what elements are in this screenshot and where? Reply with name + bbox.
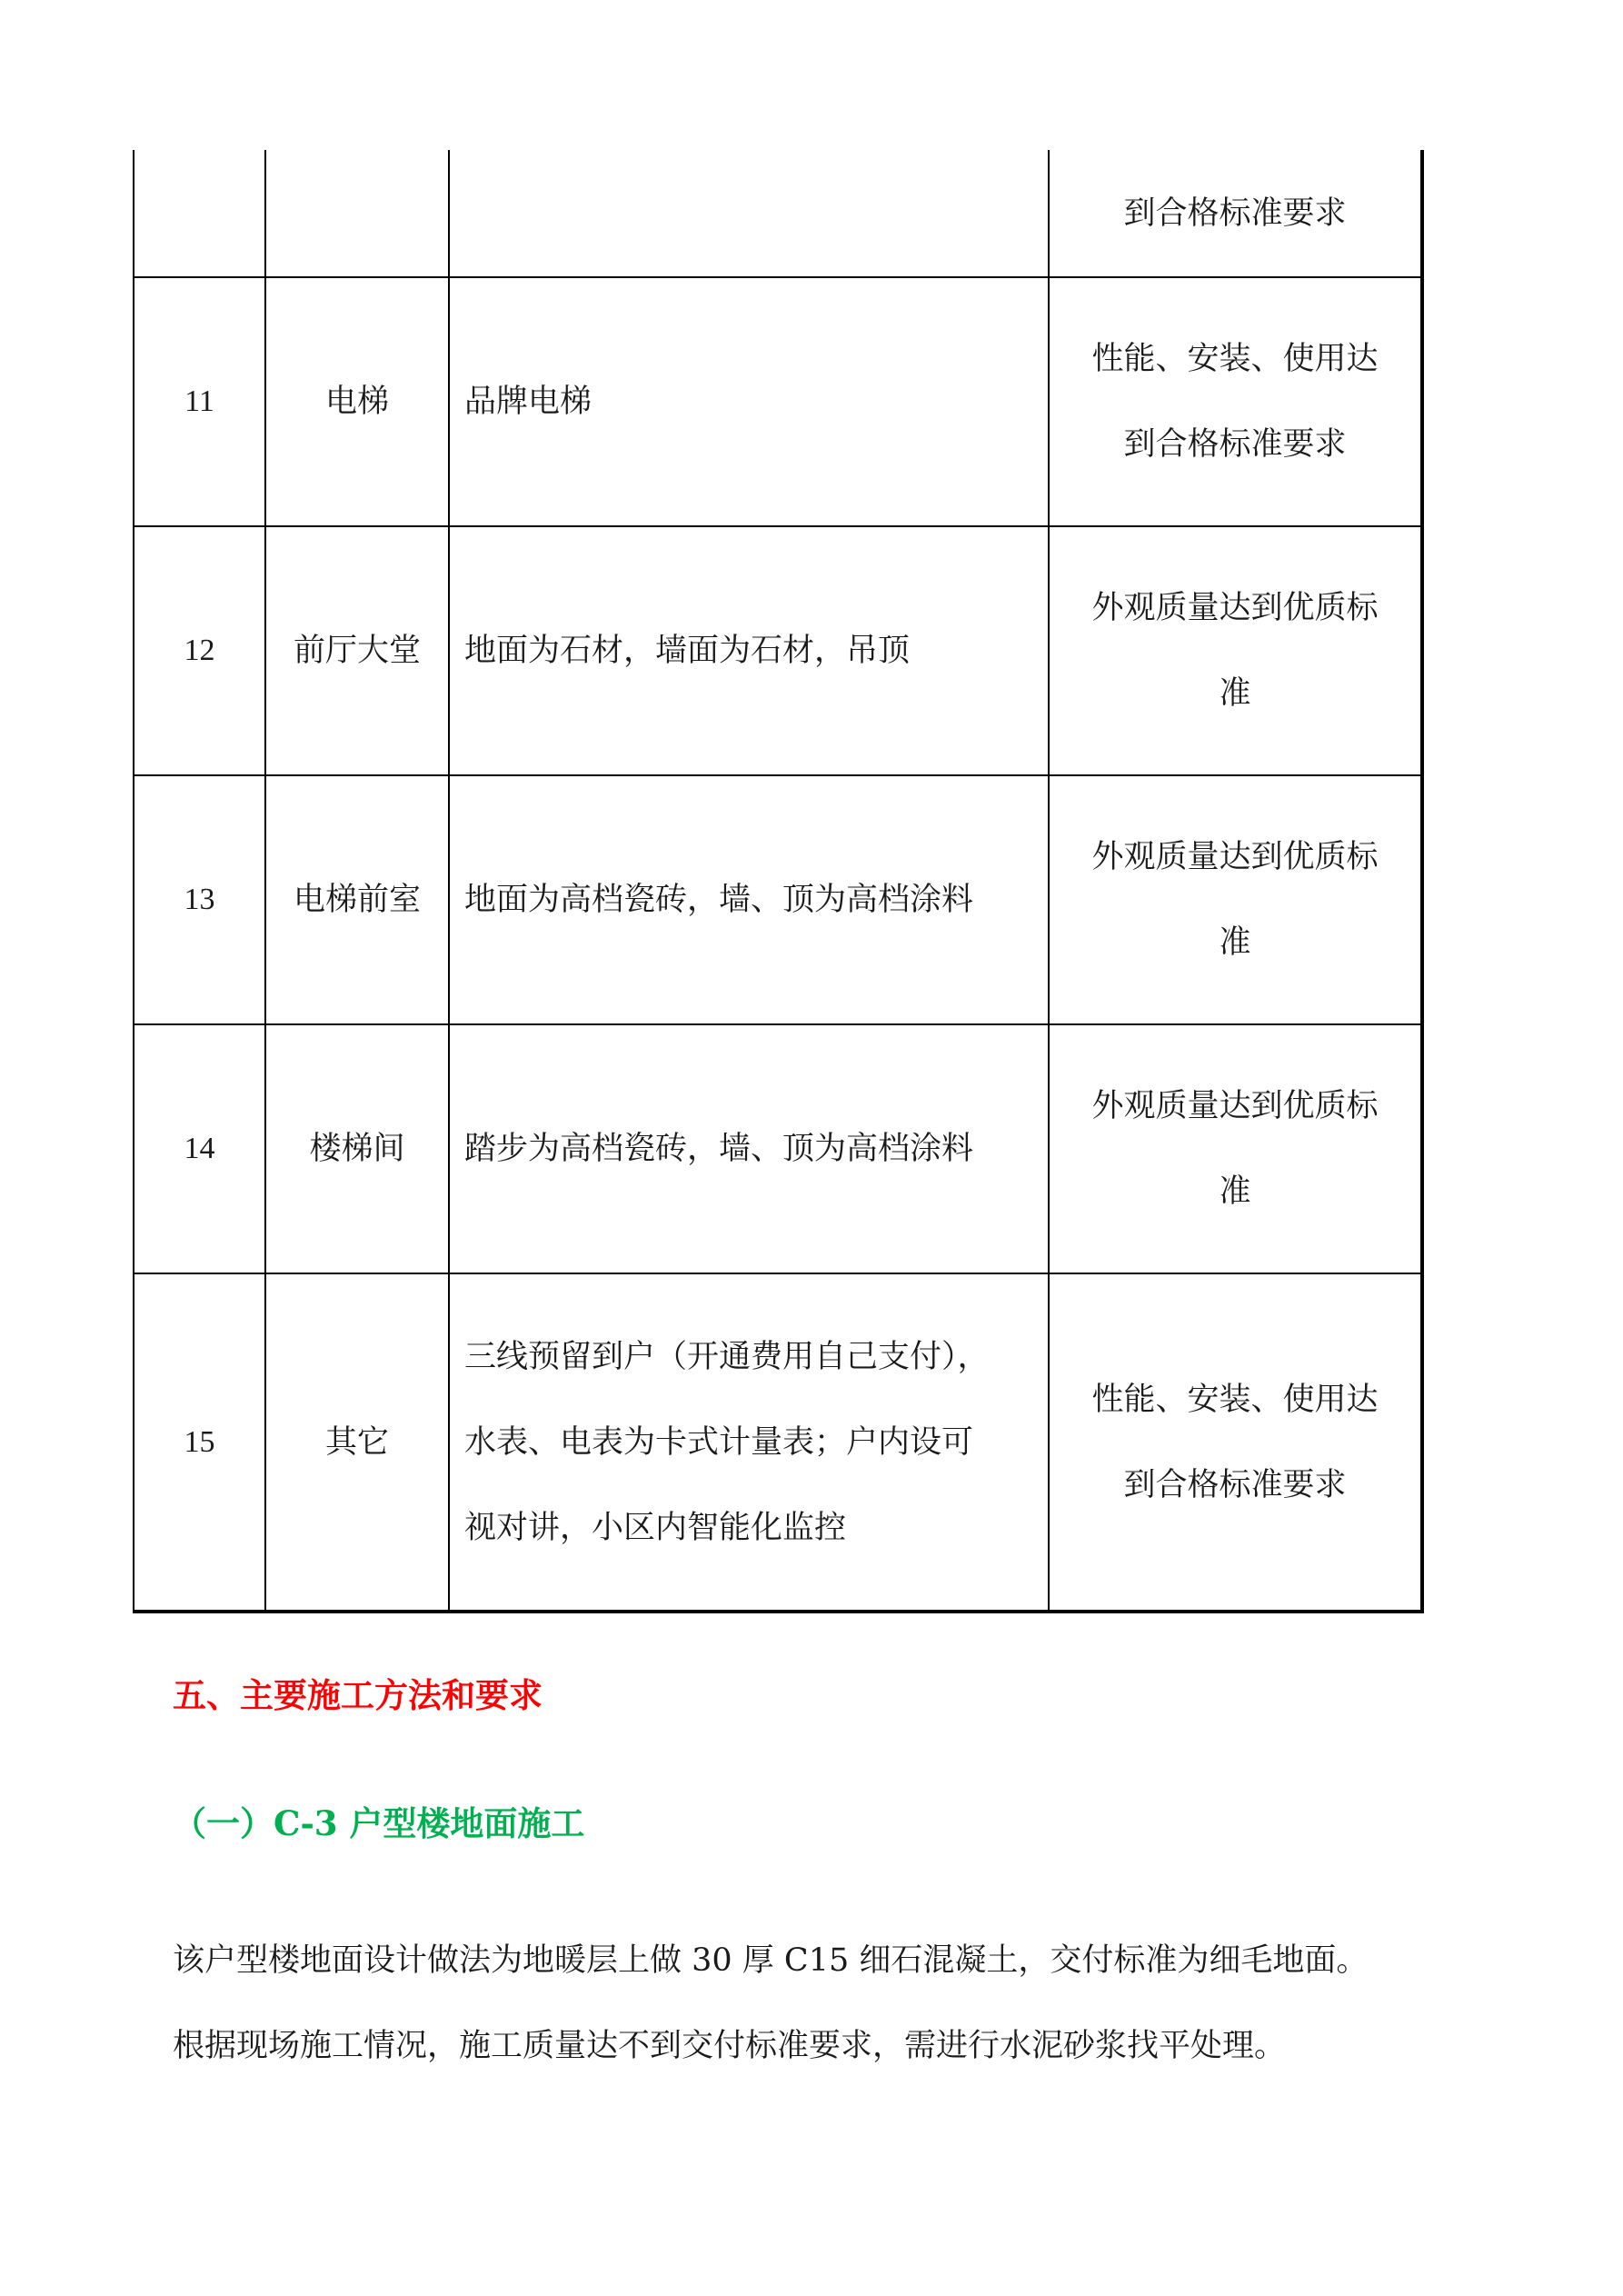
section-heading: 五、主要施工方法和要求 (173, 1675, 543, 1715)
row-number: 11 (134, 277, 265, 526)
item-description (449, 150, 1049, 277)
paragraph-line: 根据现场施工情况，施工质量达不到交付标准要求，需进行水泥砂浆找平处理。 (173, 2028, 1287, 2064)
item-name: 前厅大堂 (265, 526, 449, 775)
body-paragraph (173, 1918, 1499, 2089)
spec-table (133, 150, 1424, 1613)
quality-standard: 性能、安装、使用达 到合格标准要求 (1049, 277, 1422, 526)
item-name: 电梯前室 (265, 775, 449, 1024)
quality-standard: 到合格标准要求 (1049, 150, 1422, 277)
row-number: 14 (134, 1024, 265, 1273)
quality-standard: 性能、安装、使用达 到合格标准要求 (1049, 1273, 1422, 1612)
row-number: 13 (134, 775, 265, 1024)
item-name (265, 150, 449, 277)
item-name: 电梯 (265, 277, 449, 526)
table-row (134, 1273, 1422, 1612)
item-name: 其它 (265, 1273, 449, 1612)
item-name: 楼梯间 (265, 1024, 449, 1273)
item-description: 踏步为高档瓷砖，墙、顶为高档涂料 (449, 1024, 1049, 1273)
table-row (134, 775, 1422, 1024)
table-row (134, 526, 1422, 775)
item-description: 品牌电梯 (449, 277, 1049, 526)
row-number: 12 (134, 526, 265, 775)
table-row (134, 1024, 1422, 1273)
item-description: 地面为高档瓷砖，墙、顶为高档涂料 (449, 775, 1049, 1024)
table-row (134, 277, 1422, 526)
quality-standard: 外观质量达到优质标 准 (1049, 1024, 1422, 1273)
quality-standard: 外观质量达到优质标 准 (1049, 526, 1422, 775)
item-description: 三线预留到户（开通费用自己支付）， 水表、电表为卡式计量表；户内设可 视对讲，小区内智能化监控 (449, 1273, 1049, 1612)
sub-heading: （一）C-3 户型楼地面施工 (173, 1803, 585, 1843)
row-number: 15 (134, 1273, 265, 1612)
table-row (134, 150, 1422, 277)
item-description: 地面为石材，墙面为石材，吊顶 (449, 526, 1049, 775)
quality-standard: 外观质量达到优质标 准 (1049, 775, 1422, 1024)
paragraph-line: 该户型楼地面设计做法为地暖层上做 30 厚 C15 细石混凝土，交付标准为细毛地面。 (173, 1942, 1369, 1979)
row-number (134, 150, 265, 277)
